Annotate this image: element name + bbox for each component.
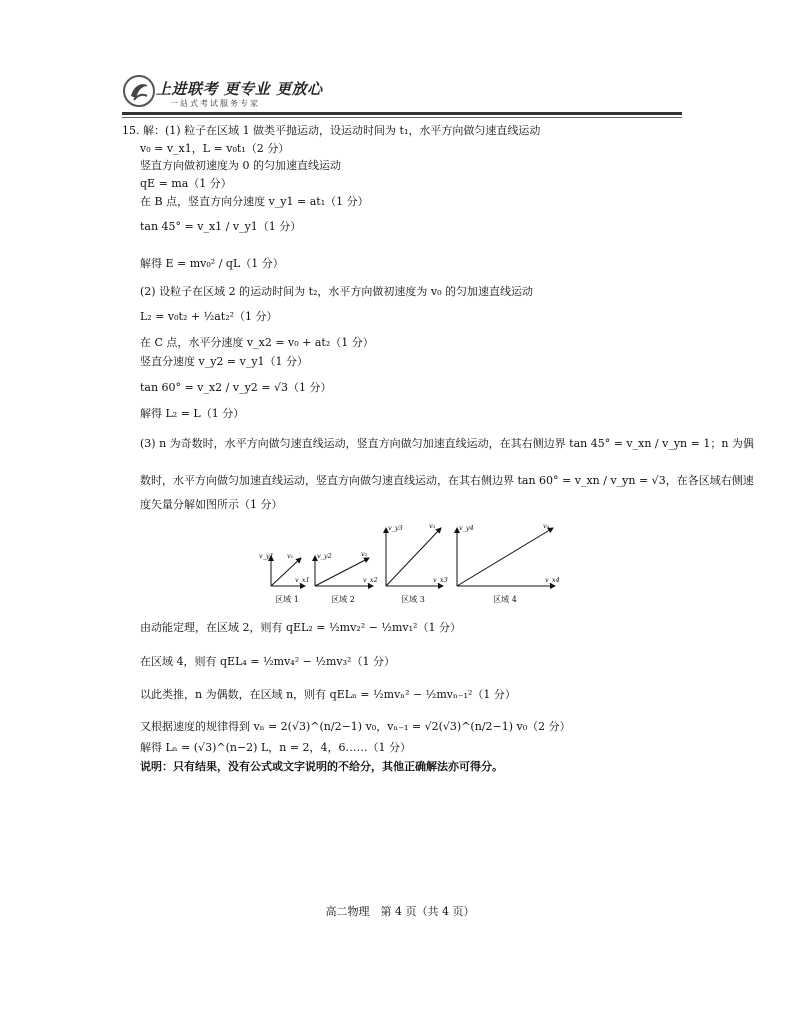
solution-line-15: 数时，水平方向做匀加速直线运动，竖直方向做匀速直线运动，在其右侧边界 tan 60° = v_xn / v_yn = √3，在各区域右侧速 — [140, 474, 754, 487]
solution-line-10: 在 C 点，水平分速度 v_x2 = v₀ + at₂（1 分） — [140, 336, 374, 349]
solution-line-19: 以此类推，n 为偶数，在区域 n，则有 qELₙ = ½mvₙ² − ½mvₙ₋₁²（1 分） — [140, 688, 516, 701]
label-v3: v₃ — [429, 522, 436, 530]
header-rule — [122, 112, 682, 115]
solution-line-7: 解得 E = mv₀² / qL（1 分） — [140, 257, 284, 270]
solution-line-17: 由动能定理，在区域 2，则有 qEL₂ = ½mv₂² − ½mv₁²（1 分） — [140, 621, 461, 634]
label-vy1: v_y1 — [259, 552, 274, 560]
label-vx3: v_x3 — [433, 576, 448, 584]
solution-line-18: 在区域 4，则有 qEL₄ = ½mv₄² − ½mv₃²（1 分） — [140, 655, 395, 668]
page-footer: 高二物理 第 4 页（共 4 页） — [325, 905, 475, 918]
solution-line-13: 解得 L₂ = L（1 分） — [140, 407, 245, 420]
logo-icon — [122, 74, 156, 108]
label-v4: v₄ — [543, 522, 550, 530]
caption-region-3: 区域 3 — [401, 595, 425, 604]
solution-line-6: tan 45° = v_x1 / v_y1（1 分） — [140, 220, 302, 233]
solution-line-2: v₀ = v_x1，L = v₀t₁（2 分） — [140, 142, 290, 155]
caption-region-4: 区域 4 — [493, 595, 517, 604]
solution-line-16: 度矢量分解如图所示（1 分） — [140, 498, 283, 511]
label-vx2: v_x2 — [363, 576, 378, 584]
caption-region-1: 区域 1 — [275, 595, 299, 604]
solution-line-14: (3) n 为奇数时，水平方向做匀速直线运动，竖直方向做匀加速直线运动，在其右侧边界 tan 45° = v_xn / v_yn = 1；n 为偶 — [140, 437, 754, 450]
solution-line-5: 在 B 点，竖直方向分速度 v_y1 = at₁（1 分） — [140, 195, 369, 208]
label-vx4: v_x4 — [545, 576, 560, 584]
brand-slogan: 一站式考试服务专家 — [170, 99, 260, 108]
label-vy3: v_y3 — [388, 524, 403, 532]
solution-line-9: L₂ = v₀t₂ + ½at₂²（1 分） — [140, 310, 278, 323]
caption-region-2: 区域 2 — [331, 595, 355, 604]
page-header — [122, 72, 682, 116]
brand-title: 上进联考 更专业 更放心 — [156, 80, 323, 98]
solution-line-21: 解得 Lₙ = (√3)^(n−2) L，n = 2，4，6……（1 分） — [140, 741, 412, 754]
solution-line-4: qE = ma（1 分） — [140, 177, 232, 190]
solution-line-3: 竖直方向做初速度为 0 的匀加速直线运动 — [140, 159, 341, 172]
header-rule-thin — [122, 117, 682, 118]
region-4-vectors — [457, 528, 555, 586]
solution-line-20: 又根据速度的规律得到 vₙ = 2(√3)^(n/2−1) v₀，vₙ₋₁ = √2(√3)^(n/2−1) v₀（2 分） — [140, 720, 571, 733]
velocity-decomposition-diagram — [255, 516, 565, 608]
label-v2: v₂ — [361, 550, 368, 558]
grading-note: 说明：只有结果，没有公式或文字说明的不给分，其他正确解法亦可得分。 — [140, 760, 503, 773]
label-v1: v₁ — [287, 552, 294, 560]
solution-line-8: (2) 设粒子在区域 2 的运动时间为 t₂，水平方向做初速度为 v₀ 的匀加速直线运动 — [140, 285, 534, 298]
solution-line-1: 15. 解：(1) 粒子在区域 1 做类平抛运动，设运动时间为 t₁，水平方向做匀速直线运动 — [122, 124, 541, 137]
label-vx1: v_x1 — [295, 576, 310, 584]
solution-line-11: 竖直分速度 v_y2 = v_y1（1 分） — [140, 355, 309, 368]
solution-line-12: tan 60° = v_x2 / v_y2 = √3（1 分） — [140, 381, 332, 394]
label-vy2: v_y2 — [317, 552, 332, 560]
label-vy4: v_y4 — [459, 524, 474, 532]
